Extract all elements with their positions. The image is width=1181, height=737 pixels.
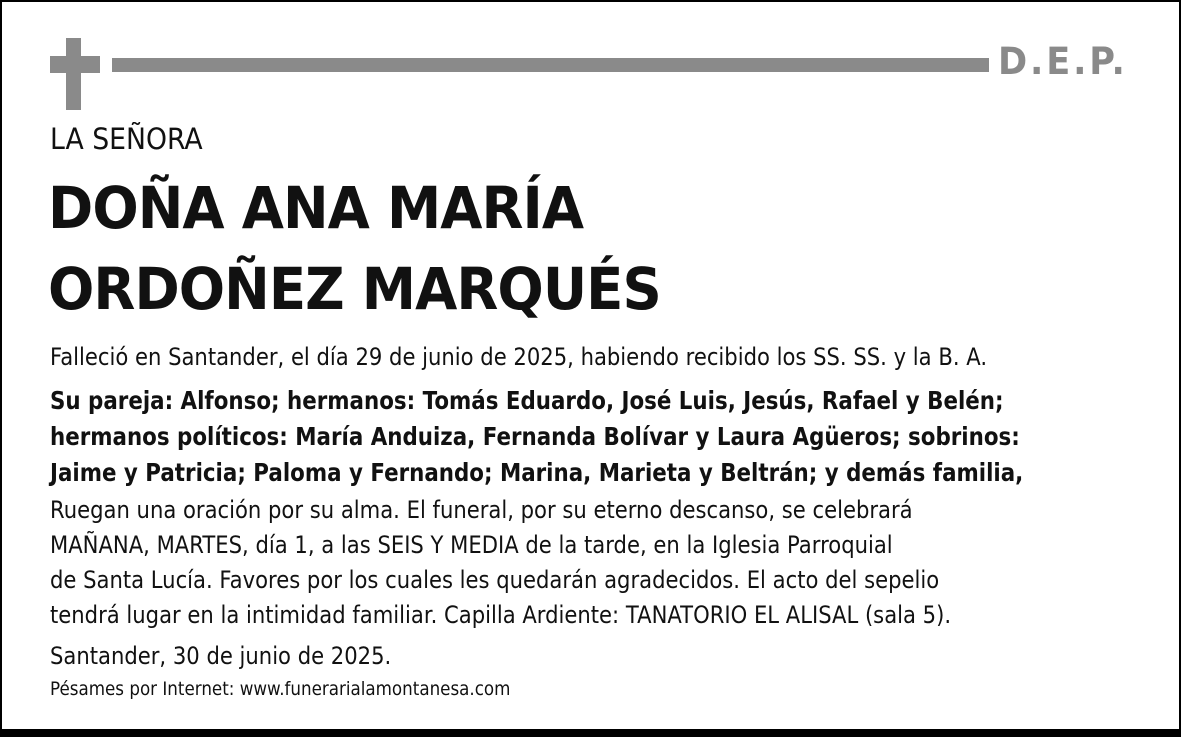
dep-label: D.E.P.: [998, 40, 1128, 83]
condolences-link: Pésames por Internet: www.funerarialamontanesa.com: [50, 678, 511, 700]
funeral-line: de Santa Lucía. Favores por los cuales les quedarán agradecidos. El acto del sepelio: [50, 566, 940, 594]
deceased-title: LA SEÑORA: [50, 122, 203, 156]
family-line: Su pareja: Alfonso; hermanos: Tomás Eduardo, José Luis, Jesús, Rafael y Belén;: [50, 386, 1004, 415]
family-line: hermanos políticos: María Anduiza, Fernanda Bolívar y Laura Agüeros; sobrinos:: [50, 422, 1020, 451]
place-date: Santander, 30 de junio de 2025.: [50, 642, 392, 670]
family-line: Jaime y Patricia; Paloma y Fernando; Marina, Marieta y Beltrán; y demás familia,: [50, 458, 1024, 487]
cross-icon: [66, 38, 81, 110]
deceased-name-line1: DOÑA ANA MARÍA: [48, 174, 584, 242]
header-rule: [112, 58, 989, 72]
funeral-line: Ruegan una oración por su alma. El funeral, por su eterno descanso, se celebrará: [50, 496, 913, 524]
death-notice: Falleció en Santander, el día 29 de junio de 2025, habiendo recibido los SS. SS. y la B. A.: [50, 343, 988, 371]
funeral-line: tendrá lugar en la intimidad familiar. Capilla Ardiente: TANATORIO EL ALISAL (sala 5).: [50, 601, 952, 629]
cross-icon-bar: [50, 56, 100, 73]
deceased-name-line2: ORDOÑEZ MARQUÉS: [48, 255, 661, 323]
funeral-line: MAÑANA, MARTES, día 1, a las SEIS Y MEDIA de la tarde, en la Iglesia Parroquial: [50, 531, 893, 559]
